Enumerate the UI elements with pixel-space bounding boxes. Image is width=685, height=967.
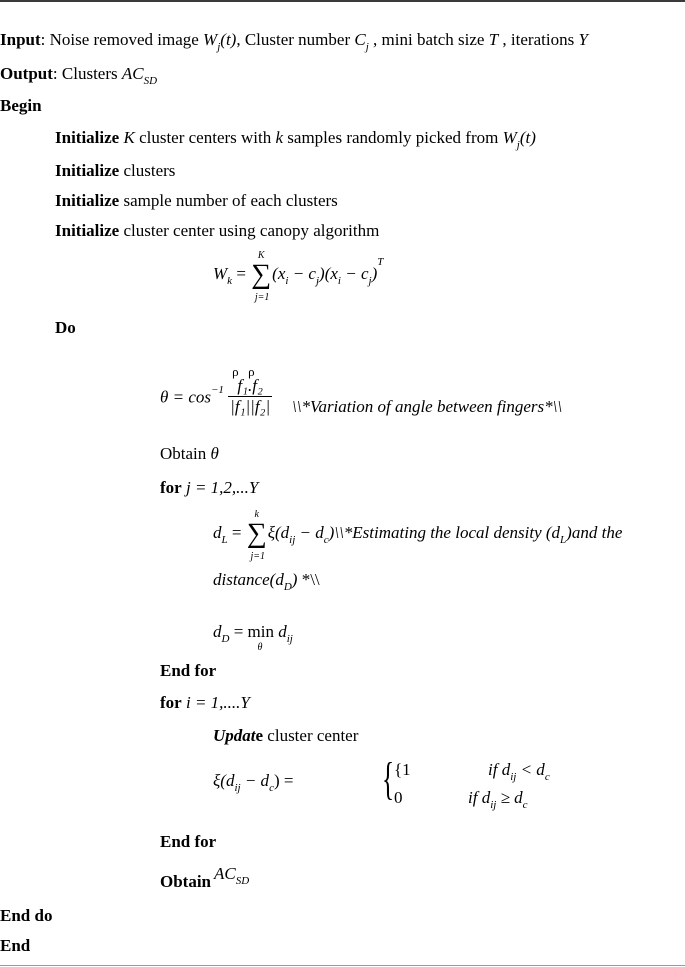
summation bbox=[246, 509, 268, 562]
wk-body: − c bbox=[340, 263, 369, 283]
case2-cond: if d bbox=[468, 788, 491, 807]
wk-sup: T bbox=[377, 255, 384, 268]
summation bbox=[250, 250, 272, 303]
input-line bbox=[0, 30, 588, 52]
obtain-ac-line bbox=[160, 864, 250, 894]
output-line bbox=[0, 64, 157, 86]
begin-line bbox=[0, 96, 42, 116]
end-for-line-2 bbox=[160, 832, 216, 852]
input-w: W bbox=[203, 30, 218, 49]
output-ac-sub: SD bbox=[143, 75, 158, 87]
init-k-lower: k bbox=[275, 128, 284, 147]
dl-comment: and the bbox=[571, 522, 623, 542]
init-text: cluster center using canopy algorithm bbox=[119, 221, 380, 240]
output-text: : Clusters bbox=[52, 64, 122, 83]
init-line-2 bbox=[55, 161, 175, 181]
end-for-keyword: End for bbox=[160, 832, 217, 851]
input-y: Y bbox=[578, 30, 588, 49]
theta-num-text: f₁.f₂ bbox=[237, 376, 263, 395]
init-text: sample number of each clusters bbox=[119, 191, 338, 210]
update-text: cluster center bbox=[263, 726, 359, 745]
init-keyword: Initialize bbox=[55, 161, 120, 180]
dd-rhs-sub: ij bbox=[286, 633, 293, 645]
dl-lhs: d bbox=[213, 522, 222, 542]
dl-lhs-sub: L bbox=[221, 533, 228, 546]
dl-sub: c bbox=[323, 533, 329, 546]
init-keyword: Initialize bbox=[55, 128, 120, 147]
update-line bbox=[213, 726, 358, 746]
case2-sub2: c bbox=[522, 799, 528, 811]
wk-body: ) bbox=[371, 263, 378, 283]
for-keyword: for bbox=[160, 693, 182, 712]
input-t: T bbox=[488, 30, 499, 49]
vector-arrow-icon: ρ bbox=[232, 364, 239, 379]
wk-body: (x bbox=[272, 263, 286, 283]
dd-lhs-sub: D bbox=[221, 633, 230, 645]
case1-value: {1 bbox=[394, 760, 411, 779]
case1-sub: ij bbox=[510, 771, 517, 783]
init-line-3 bbox=[55, 191, 338, 211]
for-j-line bbox=[160, 478, 258, 498]
dl-body: ) bbox=[328, 522, 335, 542]
xi-eq: ) = bbox=[273, 771, 294, 790]
update-keyword: Updat bbox=[213, 726, 256, 745]
for-i-line bbox=[160, 693, 250, 713]
output-ac: AC bbox=[121, 64, 144, 83]
theta-comment: \\*Variation of angle between fingers*\\ bbox=[292, 397, 563, 416]
do-line bbox=[55, 318, 76, 338]
dd-eq: = bbox=[229, 622, 248, 641]
do-keyword: Do bbox=[55, 318, 76, 337]
sum-upper: K bbox=[257, 250, 265, 261]
init-w: W bbox=[502, 128, 517, 147]
obtain-ac-sub: SD bbox=[235, 875, 250, 887]
wk-body: − c bbox=[288, 263, 316, 283]
dl-formula bbox=[213, 509, 623, 562]
wk-sub: j bbox=[368, 274, 372, 287]
theta-fraction bbox=[228, 364, 272, 417]
output-label: Output bbox=[0, 64, 53, 83]
dl-eq: = bbox=[227, 522, 246, 542]
theta-numerator bbox=[228, 364, 272, 396]
bottom-rule bbox=[0, 965, 685, 966]
wk-sub: j bbox=[315, 274, 320, 287]
sigma-symbol: ∑ bbox=[251, 259, 272, 290]
init-text: cluster centers with bbox=[139, 128, 276, 147]
left-brace-icon: { bbox=[382, 753, 395, 804]
dl-body: − d bbox=[295, 522, 324, 542]
end-do-keyword: End do bbox=[0, 906, 53, 925]
distance-sym: ) bbox=[291, 570, 298, 589]
case1-rel: < d bbox=[516, 760, 545, 779]
min-text: min bbox=[247, 622, 274, 641]
for-keyword: for bbox=[160, 478, 182, 497]
dl-comment-sym: (d bbox=[545, 522, 561, 542]
input-text-2: , Cluster number bbox=[236, 30, 355, 49]
init-text: clusters bbox=[119, 161, 176, 180]
sum-lower: j=1 bbox=[250, 551, 265, 562]
dl-comment-sym: ) bbox=[566, 522, 572, 542]
theta-denominator: |f₁||f₂| bbox=[230, 397, 271, 416]
theta-inverse: −1 bbox=[210, 384, 224, 397]
end-do-line bbox=[0, 906, 52, 926]
init-keyword: Initialize bbox=[55, 221, 120, 240]
init-w-arg: (t) bbox=[519, 128, 536, 147]
distance-sym: (d bbox=[269, 570, 284, 589]
init-w-sub: j bbox=[516, 139, 520, 151]
min-operator bbox=[247, 622, 274, 653]
dd-lhs: d bbox=[213, 622, 222, 641]
dl-comment-sub: L bbox=[560, 533, 567, 546]
input-w-sub: j bbox=[217, 41, 221, 53]
vector-arrow-icon: ρ bbox=[248, 364, 255, 379]
input-c: C bbox=[354, 30, 366, 49]
dl-sub: ij bbox=[289, 533, 296, 546]
end-line bbox=[0, 936, 30, 956]
end-keyword: End bbox=[0, 936, 31, 955]
wk-sub: i bbox=[337, 274, 341, 287]
wk-eq: = bbox=[232, 263, 251, 283]
xi-sub: c bbox=[269, 782, 274, 794]
case-row-2 bbox=[394, 788, 403, 808]
sum-lower: j=1 bbox=[254, 292, 270, 303]
end-for-keyword: End for bbox=[160, 661, 217, 680]
case1-cond: if d bbox=[488, 760, 511, 779]
dl-comment: \\*Estimating the local density bbox=[334, 522, 546, 542]
wk-formula bbox=[213, 250, 384, 303]
input-text-3: , mini batch size bbox=[368, 30, 489, 49]
xi-sub: ij bbox=[234, 782, 241, 794]
case2-sub: ij bbox=[490, 799, 497, 811]
input-text-4: , iterations bbox=[498, 30, 579, 49]
xi-lhs: − d bbox=[240, 771, 270, 790]
wk-lhs: W bbox=[213, 263, 228, 283]
sigma-symbol: ∑ bbox=[246, 518, 267, 549]
case-row-1-cond bbox=[488, 760, 550, 782]
case-row-1 bbox=[394, 760, 411, 780]
input-label: Input bbox=[0, 30, 41, 49]
distance-line bbox=[213, 570, 320, 592]
theta-symbol: θ bbox=[210, 444, 219, 463]
distance-tail: *\\ bbox=[297, 570, 320, 589]
init-line-1 bbox=[55, 128, 536, 150]
case2-rel: ≥ d bbox=[496, 788, 523, 807]
distance-text: distance bbox=[213, 570, 270, 589]
theta-formula bbox=[160, 364, 272, 419]
input-text: : Noise removed image bbox=[40, 30, 204, 49]
top-rule bbox=[0, 0, 685, 2]
theta-lhs: θ = cos bbox=[160, 387, 211, 407]
init-keyword: Initialize bbox=[55, 191, 120, 210]
wk-lhs-sub: k bbox=[227, 274, 233, 287]
input-w-arg: (t) bbox=[220, 30, 237, 49]
dl-body: ξ(d bbox=[267, 522, 290, 542]
dd-rhs: d bbox=[274, 622, 287, 641]
wk-sub: i bbox=[285, 274, 289, 287]
init-k-upper: K bbox=[119, 128, 140, 147]
xi-lhs: ξ(d bbox=[213, 771, 235, 790]
dd-formula bbox=[213, 622, 293, 653]
for-i-expr: i = 1,....Y bbox=[181, 693, 250, 712]
init-line-4 bbox=[55, 221, 379, 241]
obtain-ac: AC bbox=[214, 864, 236, 883]
case1-sub2: c bbox=[544, 771, 550, 783]
sum-upper: k bbox=[254, 509, 259, 520]
end-for-line-1 bbox=[160, 661, 216, 681]
wk-body: )(x bbox=[319, 263, 338, 283]
obtain-theta-line bbox=[160, 444, 219, 464]
min-sub: θ bbox=[257, 642, 263, 653]
obtain-keyword: Obtain bbox=[160, 872, 212, 891]
input-c-sub: j bbox=[365, 41, 369, 53]
obtain-text: Obtain bbox=[160, 444, 211, 463]
distance-sub: D bbox=[283, 581, 292, 593]
case-row-2-cond bbox=[468, 788, 528, 810]
begin-keyword: Begin bbox=[0, 96, 42, 115]
init-text-b: samples randomly picked from bbox=[283, 128, 503, 147]
case2-value: 0 bbox=[394, 788, 403, 807]
update-keyword-e: e bbox=[255, 726, 264, 745]
for-j-expr: j = 1,2,...Y bbox=[181, 478, 259, 497]
xi-formula bbox=[213, 771, 293, 793]
